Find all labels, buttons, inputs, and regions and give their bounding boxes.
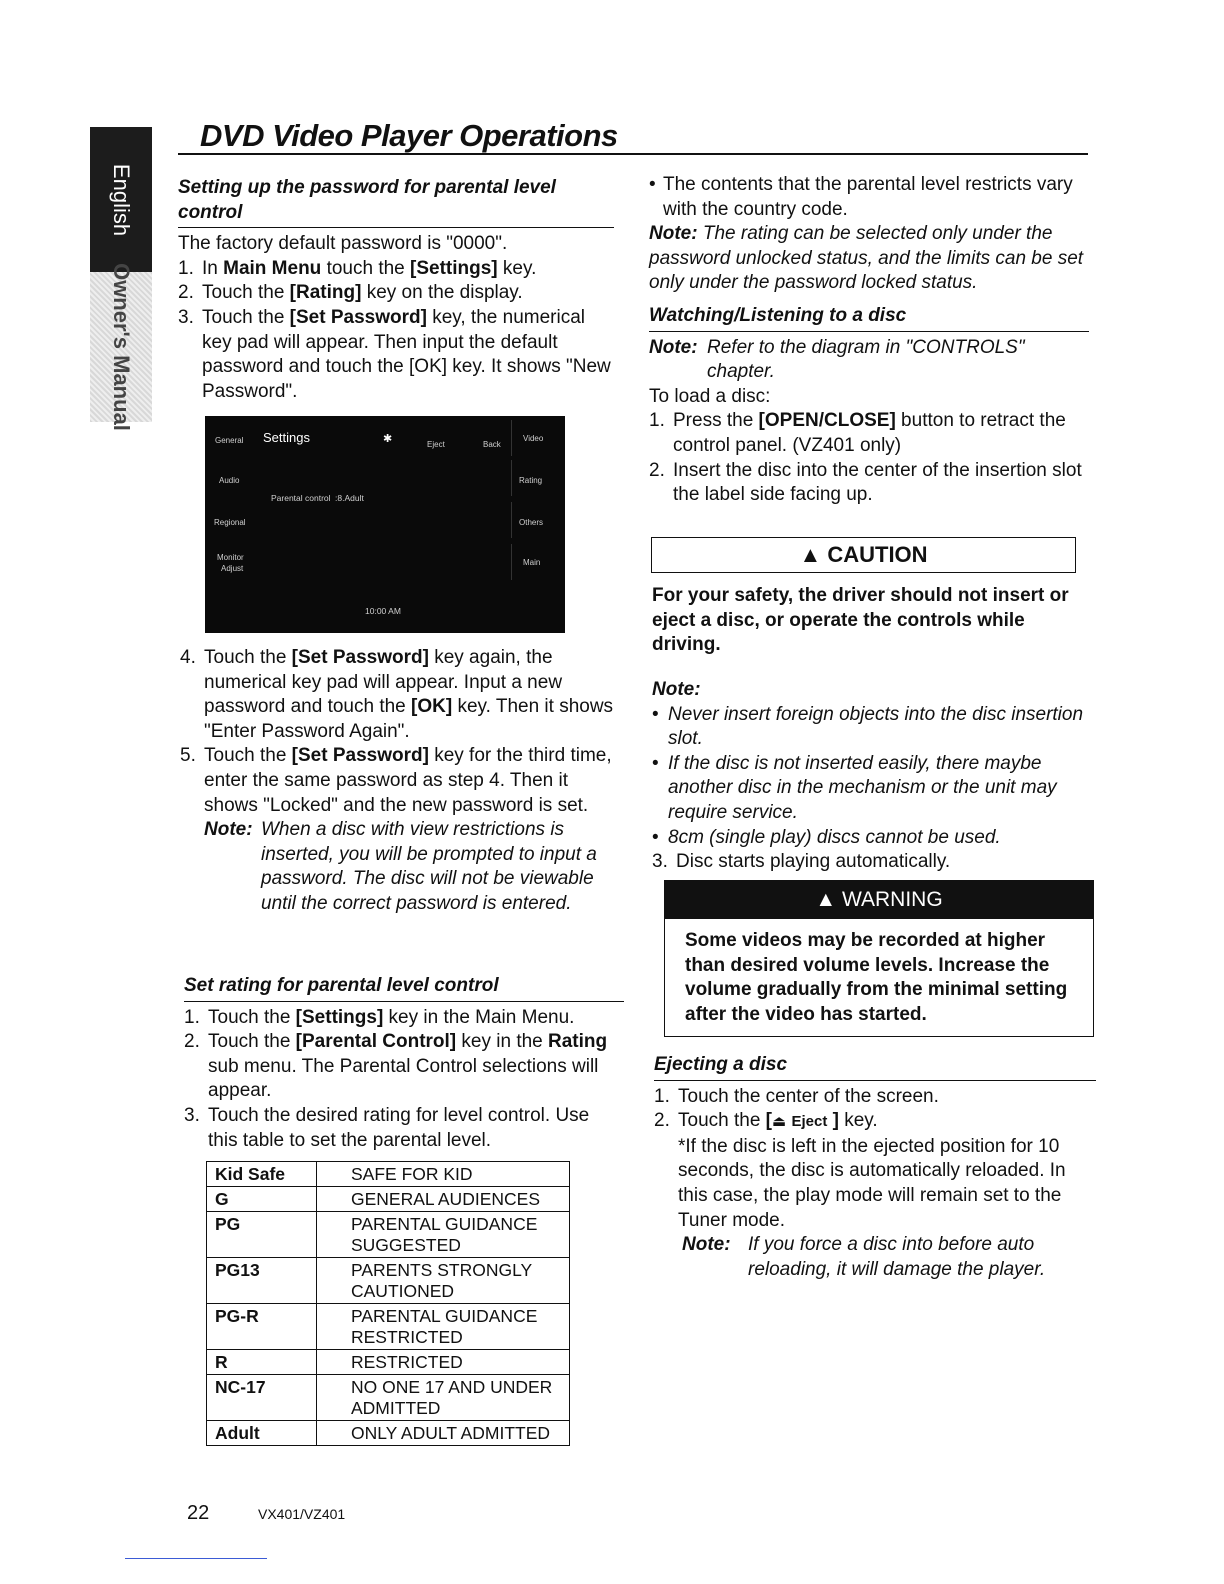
screen-main: Main [523, 558, 541, 567]
list-item: 3. Touch the [Set Password] key, the numerical key pad will appear. Then input the default password and touch the [OK] key. It shows "New Password". [178, 306, 611, 402]
list-item: • 8cm (single play) discs cannot be used. [652, 826, 1001, 848]
title-rule [178, 153, 1088, 155]
rating-section [184, 974, 624, 1153]
model-number: VX401/VZ401 [258, 1506, 346, 1522]
bottom-line [125, 1558, 267, 1559]
table-row: Kid Safe SAFE FOR KID [207, 1162, 570, 1187]
language-tab-label: English [109, 163, 134, 236]
screen-general: General [215, 436, 244, 445]
screen-time: 10:00 AM [365, 606, 401, 616]
password-section [178, 176, 614, 404]
list-item: 3. Touch the desired rating for level control. Use this table to set the parental level. [184, 1104, 590, 1151]
rating-table [206, 1161, 570, 1446]
screen-others: Others [519, 518, 544, 527]
eject-heading: Ejecting a disc [654, 1053, 1096, 1081]
right-top [649, 173, 1089, 508]
eject-section [654, 1053, 1096, 1282]
language-tab [90, 127, 152, 272]
load-intro: To load a disc: [649, 385, 771, 407]
screen-rating: Rating [519, 476, 543, 485]
list-item: 2. Touch the [Parental Control] key in the Rating sub menu. The Parental Control selections will appear. [184, 1031, 608, 1102]
watch-heading: Watching/Listening to a disc [649, 304, 1089, 332]
password-steps-cont [180, 646, 620, 917]
warning-text: Some videos may be recorded at higher than desired volume levels. Increase the volume gradually from the minimal setting after the video has started. [685, 930, 1068, 1025]
note-force: Note: If you force a disc into before auto reloading, it will damage the player. [682, 1234, 1046, 1280]
bluetooth-icon: ✱ [383, 433, 393, 445]
table-row: G GENERAL AUDIENCES [207, 1187, 570, 1212]
list-item: 1. Press the [OPEN/CLOSE] button to retract the control panel. (VZ401 only) [649, 410, 1066, 456]
list-item: 1. In Main Menu touch the [Settings] key. [178, 257, 537, 279]
note-view-restrictions: Note: When a disc with view restrictions is inserted, you will be prompted to input a password. The disc will not be viewable until the correct password is entered. [204, 819, 597, 914]
table-row: R RESTRICTED [207, 1350, 570, 1375]
list-item: 1. Touch the [Settings] key in the Main Menu. [184, 1006, 575, 1028]
manual-tab-label: Owner's Manual [109, 263, 134, 431]
caution-label: CAUTION [827, 542, 928, 567]
screen-adjust: Adjust [221, 564, 244, 573]
note-disc: Note: • Never insert foreign objects into the disc insertion slot. • If the disc is not inserted easily, there maybe another disc in the mechanism or the unit may require service. • 8cm (single play) discs cannot be used. 3. Disc starts playing automatically. [652, 678, 1097, 875]
screen-parental-control: Parental control [271, 493, 331, 503]
warning-label: WARNING [841, 888, 943, 911]
note-controls: Note: Refer to the diagram in "CONTROLS" chapter. [649, 336, 1025, 383]
list-item: 2. Insert the disc into the center of the insertion slot the label side facing up. [649, 459, 1082, 506]
screen-parental-value: :8.Adult [335, 493, 364, 503]
page-title: DVD Video Player Operations [200, 118, 618, 153]
note-rating: Note: The rating can be selected only under the password unlocked status, and the limits can be set only under the password locked status. [649, 223, 1084, 294]
screen-audio: Audio [219, 476, 240, 485]
screen-regional: Regional [214, 518, 246, 527]
eject-icon: ⏏ [772, 1113, 787, 1131]
table-row: NC-17 NO ONE 17 AND UNDER ADMITTED [207, 1375, 570, 1421]
password-heading: Setting up the password for parental level control [178, 176, 614, 228]
table-row: Adult ONLY ADULT ADMITTED [207, 1421, 570, 1446]
screen-eject: Eject [427, 440, 445, 449]
screen-back: Back [483, 440, 501, 449]
warning-triangle-icon: ▲ [815, 888, 837, 911]
list-item: 1. Touch the center of the screen. [654, 1085, 939, 1107]
caution-box [651, 537, 1076, 573]
warning-triangle-icon: ▲ [799, 542, 822, 567]
screen-video: Video [523, 434, 544, 443]
page-number: 22 [187, 1502, 210, 1524]
manual-tab [90, 263, 152, 431]
table-row: PG13 PARENTS STRONGLY CAUTIONED [207, 1258, 570, 1304]
password-intro: The factory default password is "0000". [178, 233, 508, 255]
warning-box [664, 880, 1094, 1037]
list-item: • If the disc is not inserted easily, there maybe another disc in the mechanism or the unit may require service. [652, 752, 1057, 823]
caution-text: For your safety, the driver should not insert or eject a disc, or operate the controls while driving. [652, 585, 1069, 656]
eject-star-note: *If the disc is left in the ejected position for 10 seconds, the disc is automatically reloaded. In this case, the play mode will remain set to the Tuner mode. [678, 1135, 1066, 1231]
list-item: 2. Touch the [⏏ Eject ] key. [654, 1110, 878, 1132]
list-item: • The contents that the parental level restricts vary with the country code. [649, 174, 1073, 220]
rating-heading: Set rating for parental level control [184, 974, 624, 1002]
settings-screenshot [205, 416, 565, 633]
list-item: 4. Touch the [Set Password] key again, the numerical key pad will appear. Input a new password and touch the [OK] key. Then it shows "Enter Password Again". [180, 647, 614, 742]
list-item: • Never insert foreign objects into the disc insertion slot. [652, 703, 1084, 750]
table-row: PG-R PARENTAL GUIDANCE RESTRICTED [207, 1304, 570, 1350]
table-row: PG PARENTAL GUIDANCE SUGGESTED [207, 1212, 570, 1258]
screen-monitor: Monitor [217, 553, 244, 562]
list-item: 2. Touch the [Rating] key on the display. [178, 282, 523, 304]
list-item: 5. Touch the [Set Password] key for the third time, enter the same password as step 4. Then it shows "Locked" and the new password is set. [180, 745, 612, 816]
screen-settings-title: Settings [263, 430, 310, 445]
list-item: 3. Disc starts playing automatically. [652, 851, 951, 873]
